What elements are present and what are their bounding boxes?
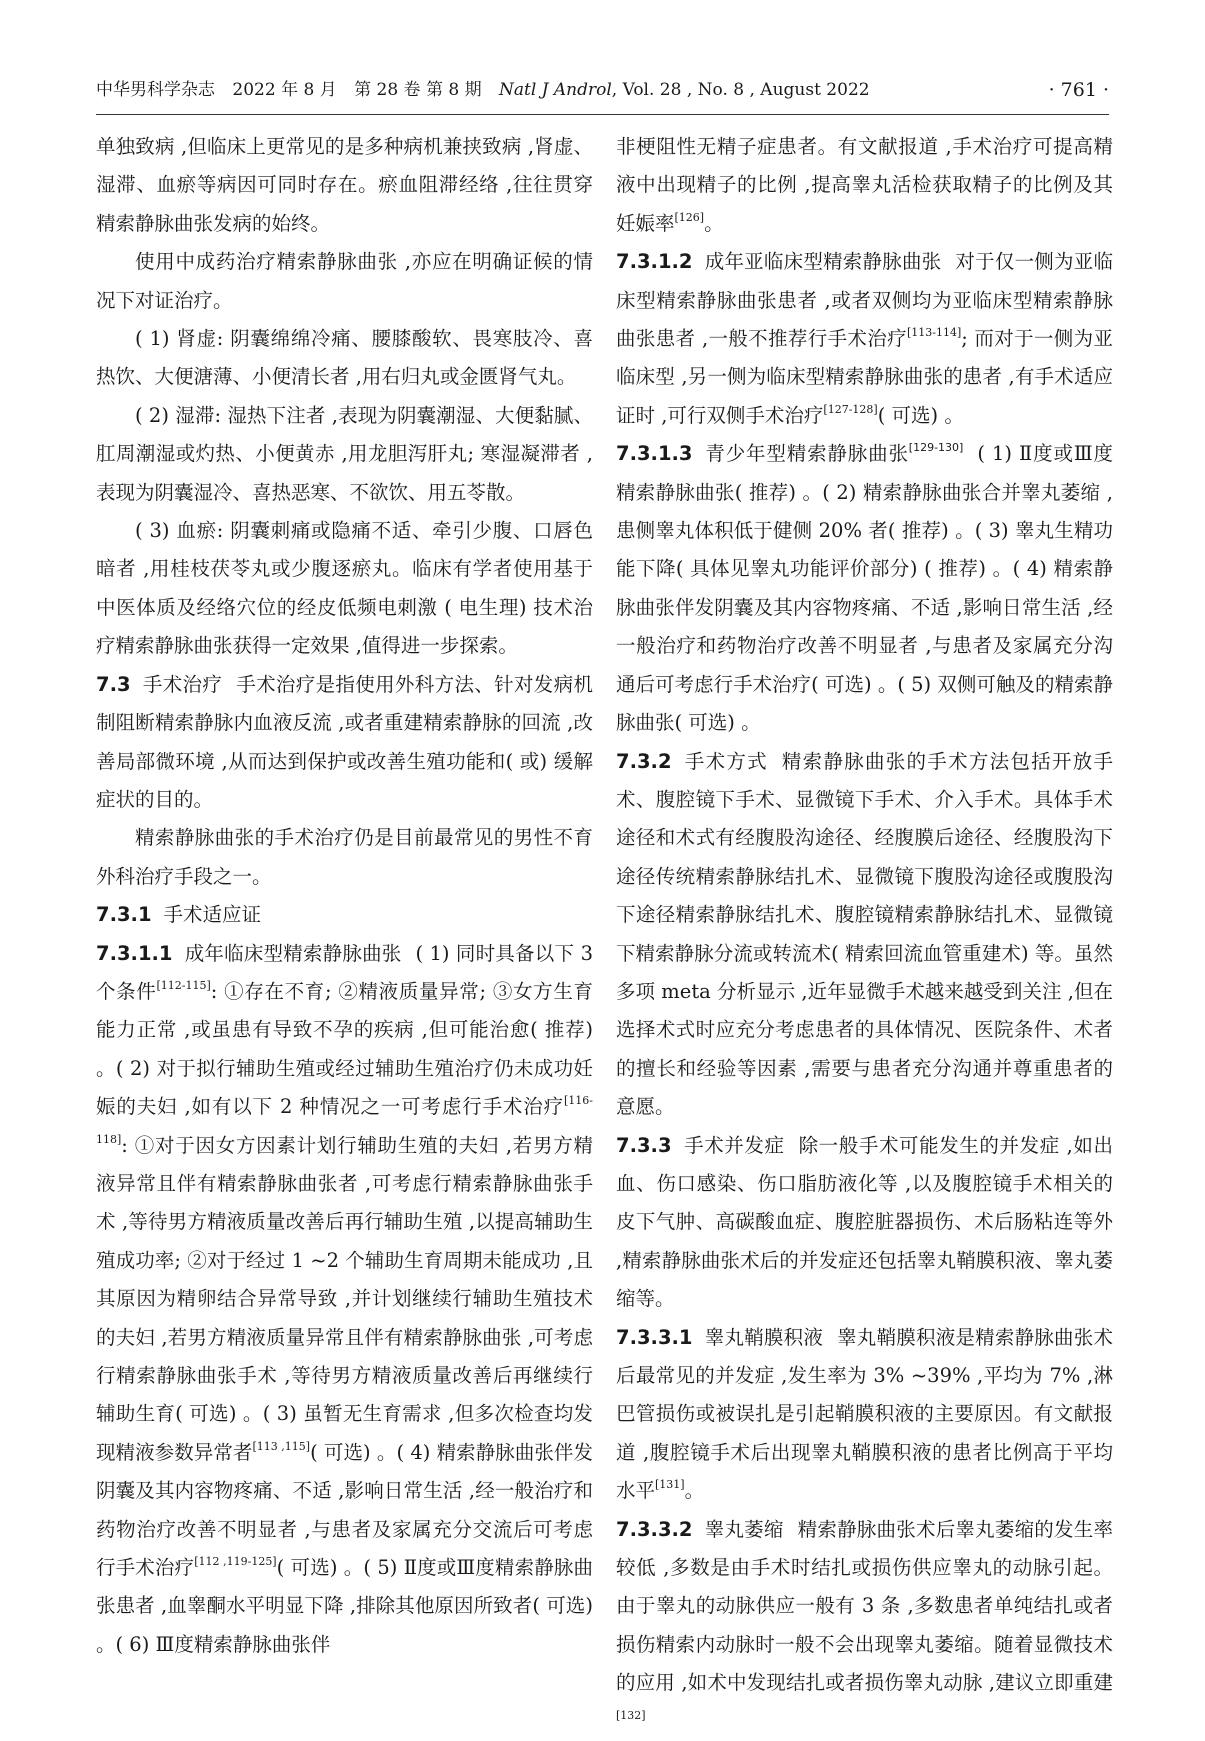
section-number: 7.3.1 [96,903,152,927]
issue-date-cn: 2022 年 8 月 [232,80,337,100]
section-body: 除一般手术可能发生的并发症 ,如出血、伤口感染、伤口脂肪液化等 ,以及腹腔镜手术相关的皮下气肿、高碳酸血症、腹腔脏器损伤、术后肠粘连等外 ,精索静脉曲张术后的并发症还包括睾丸鞘膜积液、睾丸萎缩等。 [616,1133,1113,1311]
journal-name-en: Natl J Androl [498,80,612,100]
citation-ref: [112 ,119-125] [194,1555,277,1569]
paragraph-dampness: ( 2) 湿滞: 湿热下注者 ,表现为阴囊潮湿、大便黏腻、肛周潮湿或灼热、小便黄赤 ,用龙胆泻肝丸; 寒湿凝滞者 ,表现为阴囊湿冷、喜热恶寒、不欲饮、用五苓散。 [96,403,593,504]
text-run: 对于仅一侧为亚临床型精索静脉曲张患者 ,或者双侧均为亚临床型精索静脉曲张患者 ,一般不推荐行手术治疗 [616,250,1113,351]
paragraph: 使用中成药治疗精索静脉曲张 ,亦应在明确证候的情况下对证治疗。 [96,250,593,312]
volume-issue-cn: 第 28 卷 第 8 期 [354,80,482,100]
section-number: 7.3.3.1 [616,1325,693,1349]
text-run: 精索静脉曲张术后睾丸萎缩的发生率较低 ,多数是由手术时结扎或损伤供应睾丸的动脉引起。由于睾丸的动脉供应一般有 3 条 ,多数患者单纯结扎或者损伤精索内动脉时一般不会出现睾丸萎缩。随着显微技术的应用 ,如术中发现结扎或者损伤睾丸动脉 ,建议立即重建 [616,1517,1113,1695]
citation-ref: [113-114] [906,326,962,340]
section-7-3-3-1 [616,1319,1113,1511]
paragraph-blood-stasis: ( 3) 血瘀: 阴囊刺痛或隐痛不适、牵引少腹、口唇色暗者 ,用桂枝茯苓丸或少腹逐瘀丸。临床有学者使用基于中医体质及经络穴位的经皮低频电刺激 ( 电生理) 技术治疗精索静脉曲张获得一定效果 ,值得进一步探索。 [96,519,593,658]
section-title: 手术并发症 [683,1133,785,1157]
text-run: ( 可选) 。 [877,403,964,427]
section-7-3-1-1 [96,935,593,1665]
text-run: : ①存在不育; ②精液质量异常; ③女方生育能力正常 ,或虽患有导致不孕的疾病 ,但可能治愈( 推荐) 。( 2) 对于拟行辅助生殖或经过辅助生殖治疗仍未成功妊娠的夫妇 ,如有以下 2 种情况之一可考虑行手术治疗 [96,979,593,1119]
citation-ref: [129-130] [908,441,964,455]
section-7-3-1-3 [616,435,1113,742]
citation-ref: [112-115] [156,978,211,992]
page-number: · 761 · [1048,79,1109,101]
text-run: : ①对于因女方因素计划行辅助生殖的夫妇 ,若男方精液异常且伴有精索静脉曲张者 ,可考虑行精索静脉曲张手术 ,等待男方精液质量改善后再行辅助生殖 ,以提高辅助生殖成功率; ②对于经过 1 ~2 个辅助生育周期未能成功 ,且其原因为精卵结合异常导致 ,并计划继续行辅助生殖技术的夫妇 ,若男方精液质量异常且伴有精索静脉曲张 ,可考虑行精索静脉曲张手术 ,等待男方精液质量改善后再继续行辅助生育( 可选) 。( 3) 虽暂无生育需求 ,但多次检查均发现精液参数异常者 [96,1133,593,1464]
section-body [96,942,593,1656]
section-number: 7.3.1.1 [96,941,173,965]
section-7-3-3-2 [616,1511,1113,1741]
section-body: 精索静脉曲张的手术方法包括开放手术、腹腔镜下手术、显微镜下手术、介入手术。具体手术途径和术式有经腹股沟途径、经腹膜后途径、经腹股沟下途径传统精索静脉结扎术、显微镜下腹股沟途径或腹股沟下途径精索静脉结扎术、腹腔镜精索静脉结扎术、显微镜下精索静脉分流或转流术( 精索回流血管重建术) 等。虽然多项 meta 分析显示 ,近年显微手术越来越受到关注 ,但在选择术式时应充分考虑患者的具体情况、医院条件、术者的擅长和经验等因素 ,需要与患者充分沟通并尊重患者的意愿。 [616,749,1113,1119]
section-body: 手术治疗是指使用外科方法、针对发病机制阻断精索静脉内血液反流 ,或者重建精索静脉的回流 ,改善局部微环境 ,从而达到保护或改善生殖功能和( 或) 缓解症状的目的。 [96,672,593,811]
running-header [96,78,1109,115]
section-number: 7.3.3 [616,1133,672,1157]
header-citation [96,78,882,102]
text-run: ; 而对于一侧为亚临床型 ,另一侧为临床型精索静脉曲张的患者 ,有手术适应证时 ,可行双侧手术治疗 [616,327,1113,427]
right-column [616,128,1113,1741]
section-number: 7.3 [96,672,131,696]
section-7-3-1 [96,896,593,934]
text-run: ( 可选) 。( 4) 精索静脉曲张伴发阴囊及其内容物疼痛、不适 ,影响日常生活 ,经一般治疗和药物治疗改善不明显者 ,与患者及家属充分交流后可考虑行手术治疗 [96,1440,593,1580]
citation-ref: [116-118] [96,1094,593,1146]
section-title: 睾丸萎缩 [704,1517,784,1541]
citation-ref: [132] [616,1708,646,1722]
section-title: 睾丸鞘膜积液 [704,1325,824,1349]
section-title: 手术适应证 [163,903,262,927]
citation-ref: [131] [655,1478,685,1492]
section-body [616,250,1113,427]
section-title: 手术治疗 [142,672,223,696]
text-run: ( 可选) 。( 5) Ⅱ度或Ⅲ度精索静脉曲张患者 ,血睾酮水平明显下降 ,排除其他原因所致者( 可选) 。( 6) Ⅲ度精索静脉曲张伴 [96,1556,593,1656]
citation-ref: [126] [674,210,705,224]
section-title: 成年临床型精索静脉曲张 [184,941,402,965]
section-7-3-3 [616,1127,1113,1319]
text-run: 。 [704,211,724,235]
section-number: 7.3.3.2 [616,1517,693,1541]
section-title: 青少年型精索静脉曲张 [704,442,909,466]
text-run: 睾丸鞘膜积液是精索静脉曲张术后最常见的并发症 ,发生率为 3% ~39% ,平均为 7% ,淋巴管损伤或被误扎是引起鞘膜积液的主要原因。有文献报道 ,腹腔镜手术后出现睾丸鞘膜积液的患者比例高于平均水平 [616,1325,1113,1503]
citation-en: , Vol. 28 , No. 8 , August 2022 [611,80,870,100]
paragraph: 精索静脉曲张的手术治疗仍是目前最常见的男性不育外科治疗手段之一。 [96,826,593,888]
section-body [616,1326,1113,1503]
paragraph-kidney-deficiency: ( 1) 肾虚: 阴囊绵绵冷痛、腰膝酸软、畏寒肢冷、喜热饮、大便溏薄、小便清长者 ,用右归丸或金匮肾气丸。 [96,327,593,389]
paragraph: 单独致病 ,但临床上更常见的是多种病机兼挟致病 ,肾虚、湿滞、血瘀等病因可同时存在。瘀血阻滞经络 ,往往贯穿精索静脉曲张发病的始终。 [96,135,593,235]
text-run: 。 [684,1479,705,1503]
section-body [616,1518,1113,1733]
citation-ref: [113 ,115] [252,1439,311,1453]
journal-name-cn: 中华男科学杂志 [96,80,215,100]
citation-ref: [127-128] [823,402,878,416]
paragraph [616,128,1113,243]
text-run: ( 1) 同时具备以下 3 个条件 [96,941,593,1003]
left-column [96,128,593,1664]
section-7-3 [96,666,593,820]
section-7-3-1-2 [616,243,1113,435]
section-body: ( 1) Ⅱ度或Ⅲ度精索静脉曲张( 推荐) 。( 2) 精索静脉曲张合并睾丸萎缩 ,患侧睾丸体积低于健侧 20% 者( 推荐) 。( 3) 睾丸生精功能下降( 具体见睾丸功能评价部分) ( 推荐) 。( 4) 精索静脉曲张伴发阴囊及其内容物疼痛、不适 ,影响日常生活 ,经一般治疗和药物治疗改善不明显者 ,与患者及家属充分沟通后可考虑行手术治疗( 可选) 。( 5) 双侧可触及的精索静脉曲张( 可选) 。 [616,442,1113,735]
section-number: 7.3.1.3 [616,442,693,466]
text-run: 非梗阻性无精子症患者。有文献报道 ,手术治疗可提高精液中出现精子的比例 ,提高睾丸活检获取精子的比例及其妊娠率 [616,135,1113,235]
section-title: 成年亚临床型精索静脉曲张 [704,250,942,274]
section-number: 7.3.2 [616,749,672,773]
section-number: 7.3.1.2 [616,250,693,274]
section-title: 手术方式 [683,749,768,773]
section-7-3-2 [616,743,1113,1127]
